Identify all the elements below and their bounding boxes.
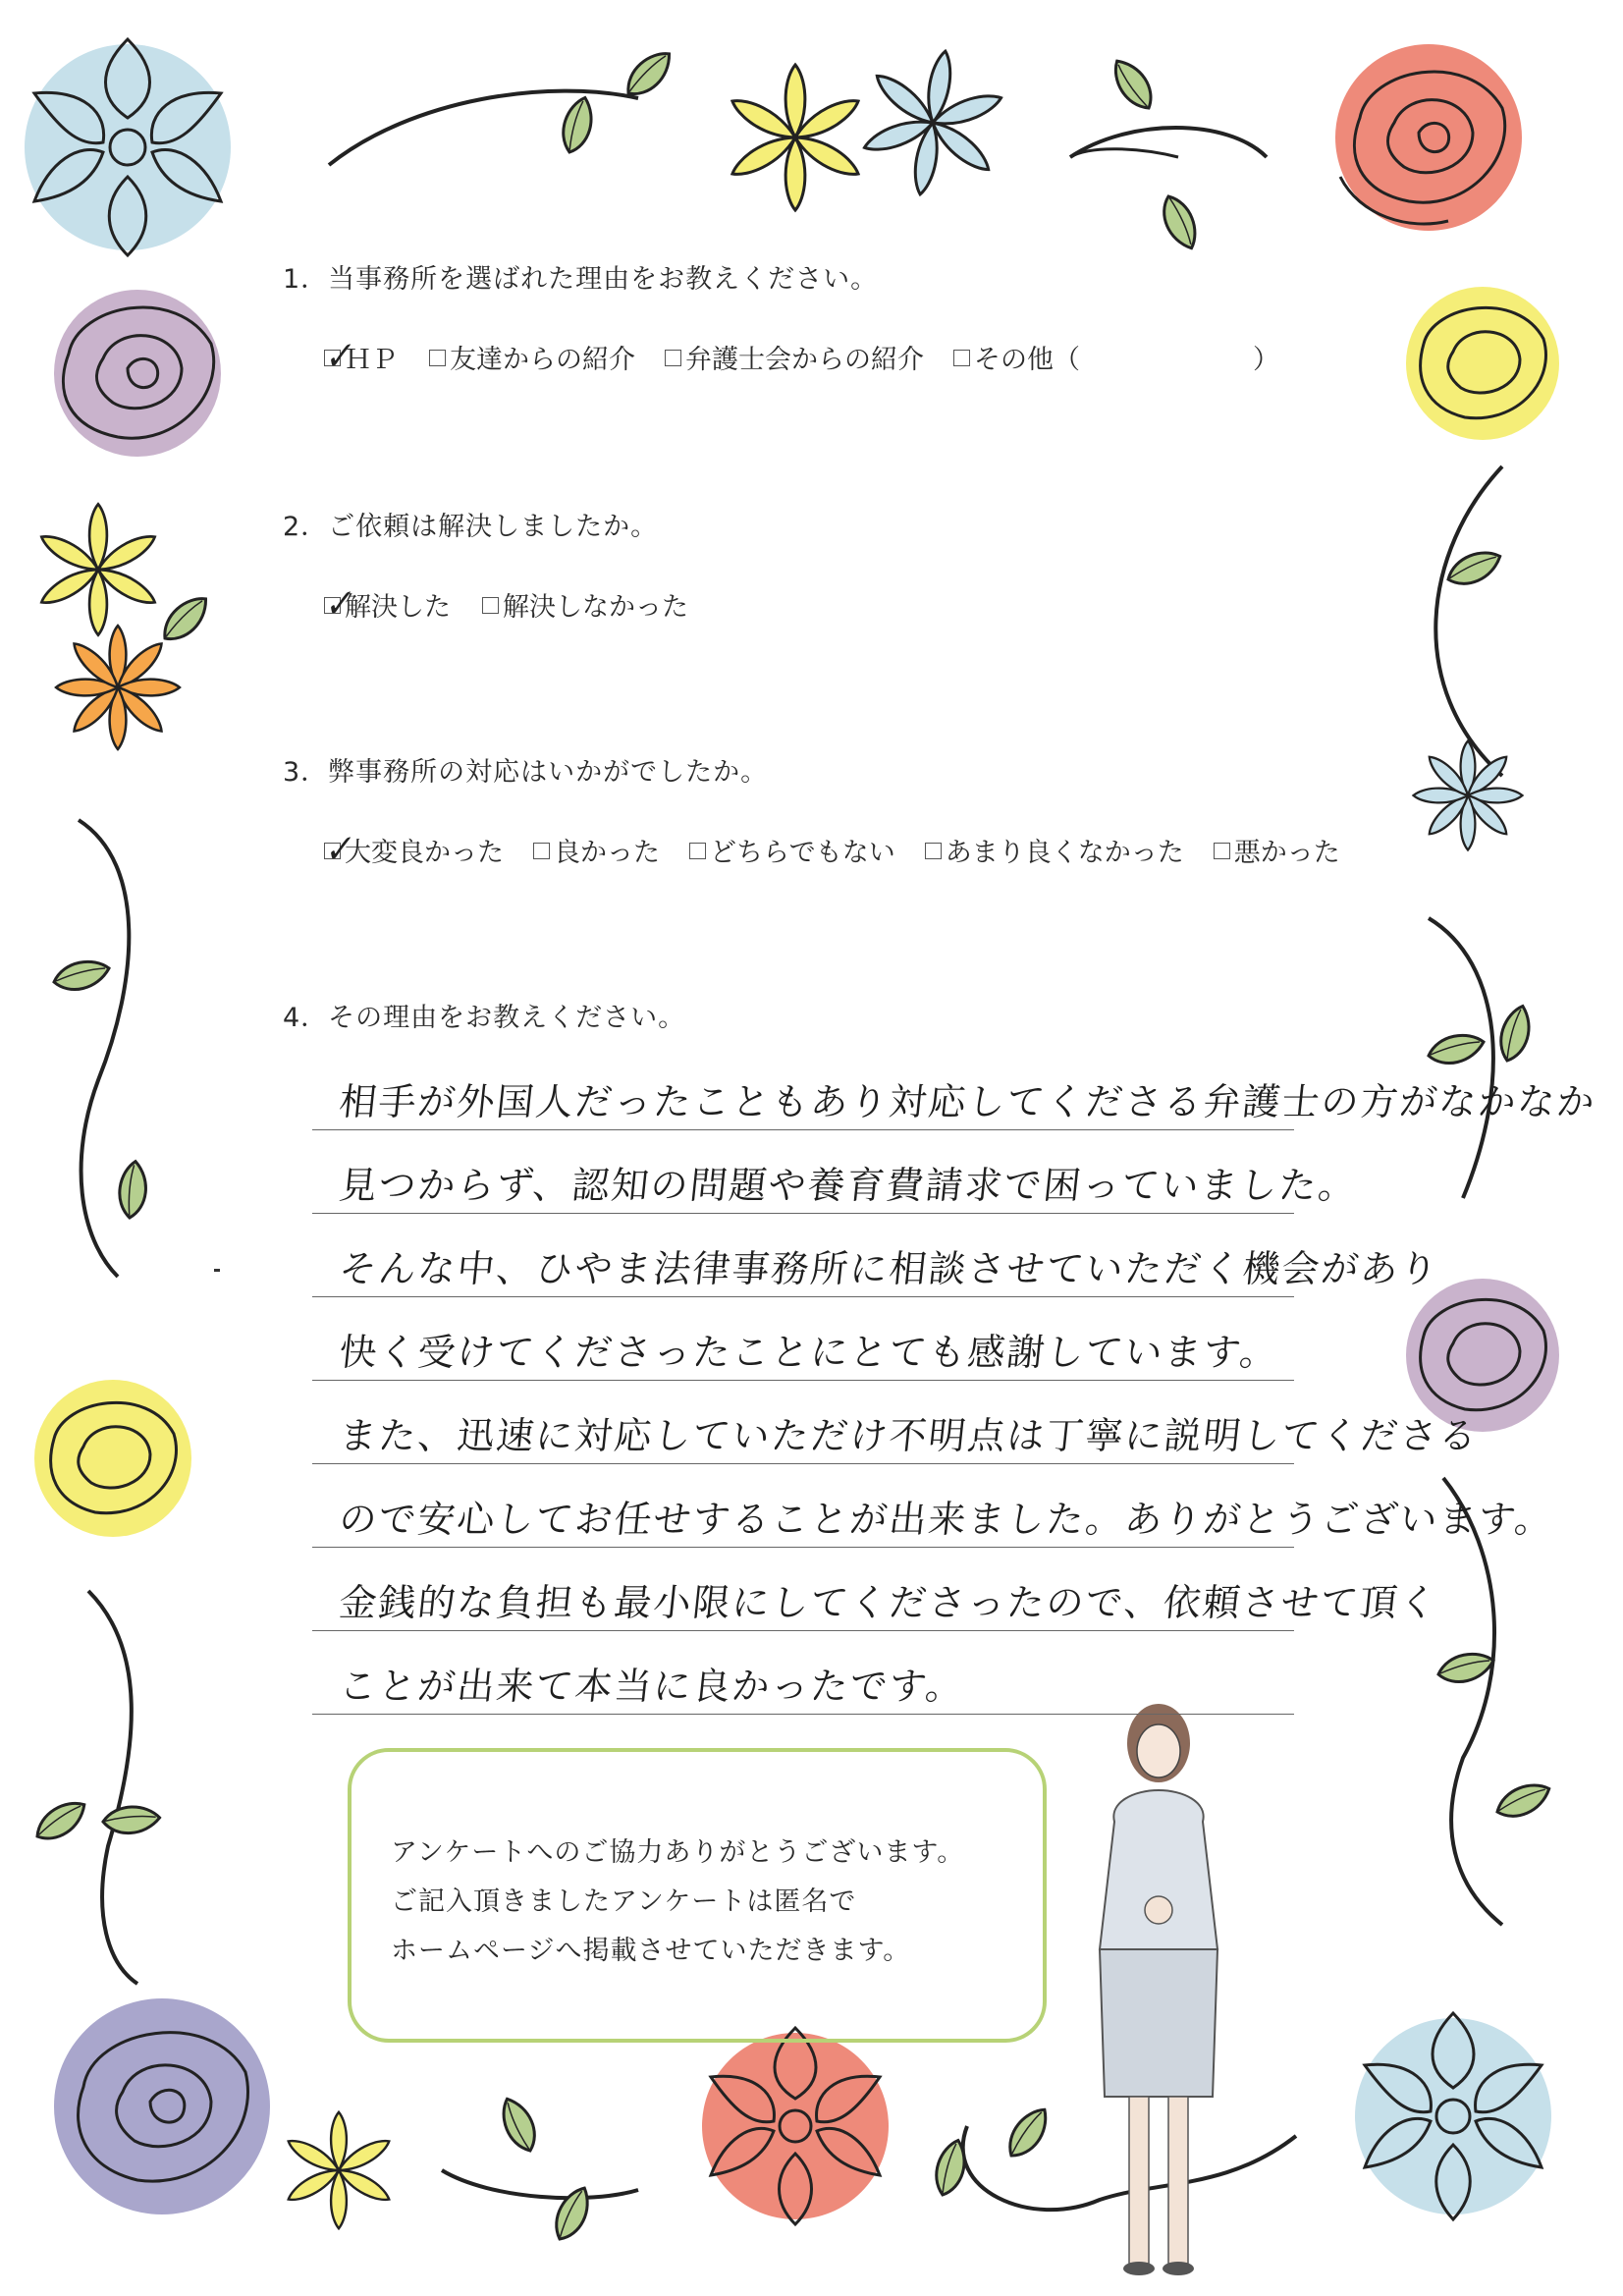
- answer-line: ので安心してお任せすることが出来ました。ありがとうございます。: [312, 1488, 1294, 1548]
- yellow-rose-left-icon: [34, 1380, 191, 1537]
- check-mark-icon: ✓: [320, 582, 355, 627]
- answer-line: 快く受けてくださったことにとても感謝しています。: [312, 1321, 1294, 1381]
- checkbox[interactable]: [320, 335, 355, 379]
- checkbox[interactable]: [429, 350, 446, 366]
- q2-option-resolved[interactable]: ✓ 解決した: [320, 582, 451, 627]
- blue-flower-bottom-right-icon: [1355, 2013, 1551, 2219]
- yellow-flower-left-icon: [37, 504, 159, 634]
- answer-line: 見つからず、認知の問題や養育費請求で困っていました。: [312, 1154, 1294, 1214]
- checkbox[interactable]: [320, 582, 355, 627]
- question-2-options: [320, 582, 688, 627]
- orange-flower-left-icon: [56, 626, 180, 749]
- q1-option-friend[interactable]: 友達からの紹介: [429, 338, 635, 376]
- checkbox[interactable]: [482, 597, 499, 614]
- question-2-label: 2．ご依頼は解決しましたか。: [283, 512, 659, 542]
- q3-option-neutral[interactable]: どちらでもない: [689, 831, 895, 869]
- notice-line-1: アンケートへのご協力ありがとうございます。: [391, 1837, 965, 1868]
- yellow-flower-top-icon: [728, 65, 863, 210]
- answer-line: 相手が外国人だったこともあり対応してくださる弁護士の方がなかなか: [312, 1070, 1294, 1130]
- checkbox[interactable]: [953, 350, 970, 366]
- yellow-rose-right-icon: [1406, 287, 1559, 440]
- q1-option-hp[interactable]: ✓ ＨＰ: [320, 335, 398, 379]
- q3-option-not-very-good[interactable]: あまり良くなかった: [925, 831, 1184, 869]
- q3-option-bad[interactable]: 悪かった: [1214, 831, 1340, 869]
- red-flower-bottom-icon: [702, 2028, 889, 2224]
- question-3-label: 3．弊事務所の対応はいかがでしたか。: [283, 757, 769, 788]
- notice-line-2: ご記入頂きましたアンケートは匿名で: [391, 1886, 857, 1917]
- q1-option-other[interactable]: その他（: [953, 338, 1080, 376]
- navy-rose-bottom-left-icon: [54, 1998, 270, 2214]
- checkbox[interactable]: [925, 843, 942, 859]
- checkbox[interactable]: [1214, 843, 1230, 859]
- blue-flower-top-icon: [861, 49, 1004, 195]
- question-1-label: 1．当事務所を選ばれた理由をお教えください。: [283, 264, 879, 295]
- q1-option-bar-association[interactable]: 弁護士会からの紹介: [665, 338, 924, 376]
- answer-line: そんな中、ひやま法律事務所に相談させていただく機会があり: [312, 1237, 1294, 1297]
- question-3-options: [320, 828, 1340, 872]
- purple-rose-left-icon: [54, 290, 221, 457]
- red-rose-top-right-icon: [1335, 44, 1522, 231]
- check-mark-icon: ✓: [320, 335, 355, 379]
- q2-option-not-resolved[interactable]: 解決しなかった: [482, 585, 688, 624]
- q3-option-good[interactable]: 良かった: [533, 831, 660, 869]
- answer-line: 金銭的な負担も最小限にしてくださったので、依頼させて頂く: [312, 1571, 1294, 1631]
- staff-woman-illustration: [1100, 1704, 1217, 2275]
- thank-you-notice: [348, 1748, 1047, 2043]
- checkbox[interactable]: [665, 350, 681, 366]
- checkbox[interactable]: [689, 843, 706, 859]
- blue-flower-right-icon: [1414, 741, 1523, 850]
- checkbox[interactable]: [533, 843, 550, 859]
- yellow-flower-bottom-icon: [285, 2112, 393, 2228]
- blue-flower-top-left-icon: [25, 39, 231, 255]
- question-4-label: 4．その理由をお教えください。: [283, 1003, 686, 1033]
- checkbox[interactable]: [320, 828, 355, 872]
- q3-option-very-good[interactable]: ✓ 大変良かった: [320, 828, 504, 872]
- q1-other-close-paren: ）: [1253, 345, 1279, 375]
- answer-line: また、迅速に対応していただけ不明点は丁寧に説明してくださる: [312, 1404, 1294, 1464]
- check-mark-icon: ✓: [320, 828, 355, 872]
- notice-line-3: ホームページへ掲載させていただきます。: [391, 1936, 911, 1966]
- question-1-options: [320, 335, 1279, 379]
- answer-line: ことが出来て本当に良かったです。: [312, 1655, 1294, 1715]
